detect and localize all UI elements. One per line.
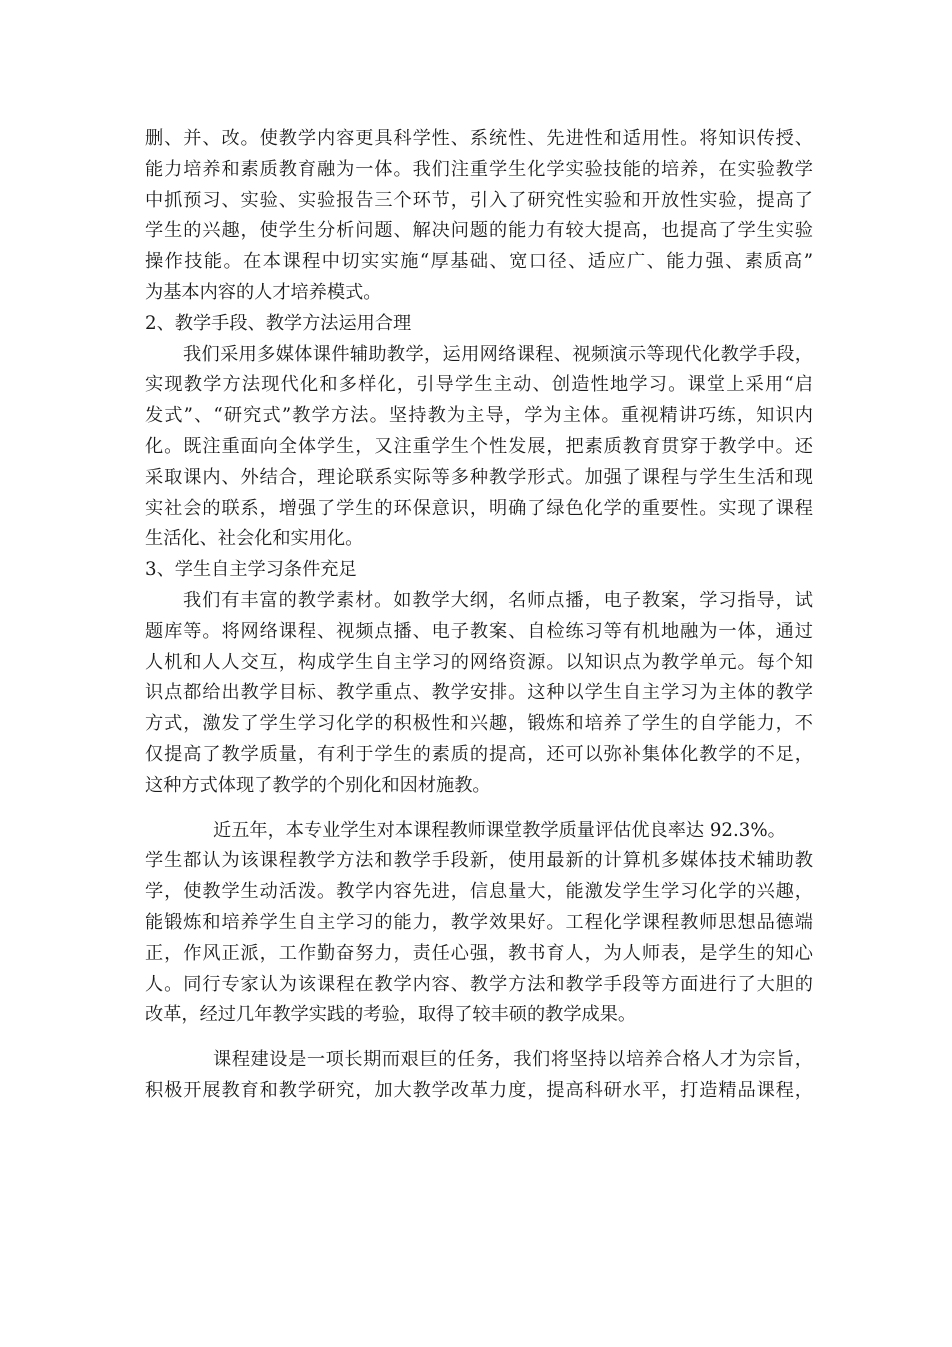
text-line: 操作技能。在本课程中切实实施“厚基础、宽口径、适应广、能力强、素质高” xyxy=(145,251,813,273)
paragraph-spacer xyxy=(145,802,813,816)
text-line: 方式，激发了学生学习化学的积极性和兴趣，锻炼和培养了学生的自学能力，不 xyxy=(145,713,813,735)
paragraph xyxy=(145,586,813,802)
text-line: 为基本内容的人才培养模式。 xyxy=(145,281,382,303)
document-page xyxy=(145,124,813,1107)
text-line: 实现教学方法现代化和多样化，引导学生主动、创造性地学习。课堂上采用“启 xyxy=(145,374,813,396)
text-line: 我们有丰富的教学素材。如教学大纲，名师点播，电子教案，学习指导，试 xyxy=(183,589,813,611)
text-line: 我们采用多媒体课件辅助教学，运用网络课程、视频演示等现代化教学手段， xyxy=(183,343,813,365)
text-line: 积极开展教育和教学研究，加大教学改革力度，提高科研水平，打造精品课程， xyxy=(145,1079,813,1101)
paragraph xyxy=(145,1045,813,1107)
text-line: 识点都给出教学目标、教学重点、教学安排。这种以学生自主学习为主体的教学 xyxy=(145,682,813,704)
text-line: 能力培养和素质教育融为一体。我们注重学生化学实验技能的培养，在实验教学 xyxy=(145,158,813,180)
text-line: 学生的兴趣，使学生分析问题、解决问题的能力有较大提高，也提高了学生实验 xyxy=(145,220,813,242)
text-line: 人机和人人交互，构成学生自主学习的网络资源。以知识点为教学单元。每个知 xyxy=(145,651,813,673)
text-line: 课程建设是一项长期而艰巨的任务，我们将坚持以培养合格人才为宗旨， xyxy=(213,1049,813,1071)
text-line: 改革，经过几年教学实践的考验，取得了较丰硕的教学成果。 xyxy=(145,1004,637,1026)
text-line: 题库等。将网络课程、视频点播、电子教案、自检练习等有机地融为一体，通过 xyxy=(145,620,813,642)
text-line: 采取课内、外结合，理论联系实际等多种教学形式。加强了课程与学生生活和现 xyxy=(145,466,813,488)
text-line: 这种方式体现了教学的个别化和因材施教。 xyxy=(145,774,491,796)
text-line: 人。同行专家认为该课程在教学内容、教学方法和教学手段等方面进行了大胆的 xyxy=(145,973,813,995)
paragraph xyxy=(145,340,813,556)
text-line: 化。既注重面向全体学生，又注重学生个性发展，把素质教育贯穿于教学中。还 xyxy=(145,435,813,457)
text-line: 删、并、改。使教学内容更具科学性、系统性、先进性和适用性。将知识传授、 xyxy=(145,128,813,149)
text-line: 发式”、“研究式”教学方法。坚持教为主导，学为主体。重视精讲巧练，知识内 xyxy=(145,405,813,427)
text-line: 仅提高了教学质量，有利于学生的素质的提高，还可以弥补集体化教学的不足， xyxy=(145,743,813,765)
paragraph-spacer xyxy=(145,1031,813,1045)
text-line: 生活化、社会化和实用化。 xyxy=(145,528,364,550)
text-line: 中抓预习、实验、实验报告三个环节，引入了研究性实验和开放性实验，提高了 xyxy=(145,189,813,211)
text-line: 实社会的联系，增强了学生的环保意识，明确了绿色化学的重要性。实现了课程 xyxy=(145,497,813,519)
text-line: 近五年，本专业学生对本课程教师课堂教学质量评估优良率达 92.3%。 xyxy=(213,819,786,841)
text-line: 学，使教学生动活泼。教学内容先进，信息量大，能激发学生学习化学的兴趣， xyxy=(145,881,813,903)
text-line: 3、学生自主学习条件充足 xyxy=(145,559,357,581)
paragraph xyxy=(145,124,813,309)
text-line: 正，作风正派，工作勤奋努力，责任心强，教书育人，为人师表，是学生的知心 xyxy=(145,942,813,964)
paragraph xyxy=(145,816,813,1032)
text-line: 学生都认为该课程教学方法和教学手段新，使用最新的计算机多媒体技术辅助教 xyxy=(145,850,813,872)
text-line: 2、教学手段、教学方法运用合理 xyxy=(145,312,412,334)
section-heading xyxy=(145,555,813,586)
section-heading xyxy=(145,309,813,340)
text-line: 能锻炼和培养学生自主学习的能力，教学效果好。工程化学课程教师思想品德端 xyxy=(145,911,813,933)
